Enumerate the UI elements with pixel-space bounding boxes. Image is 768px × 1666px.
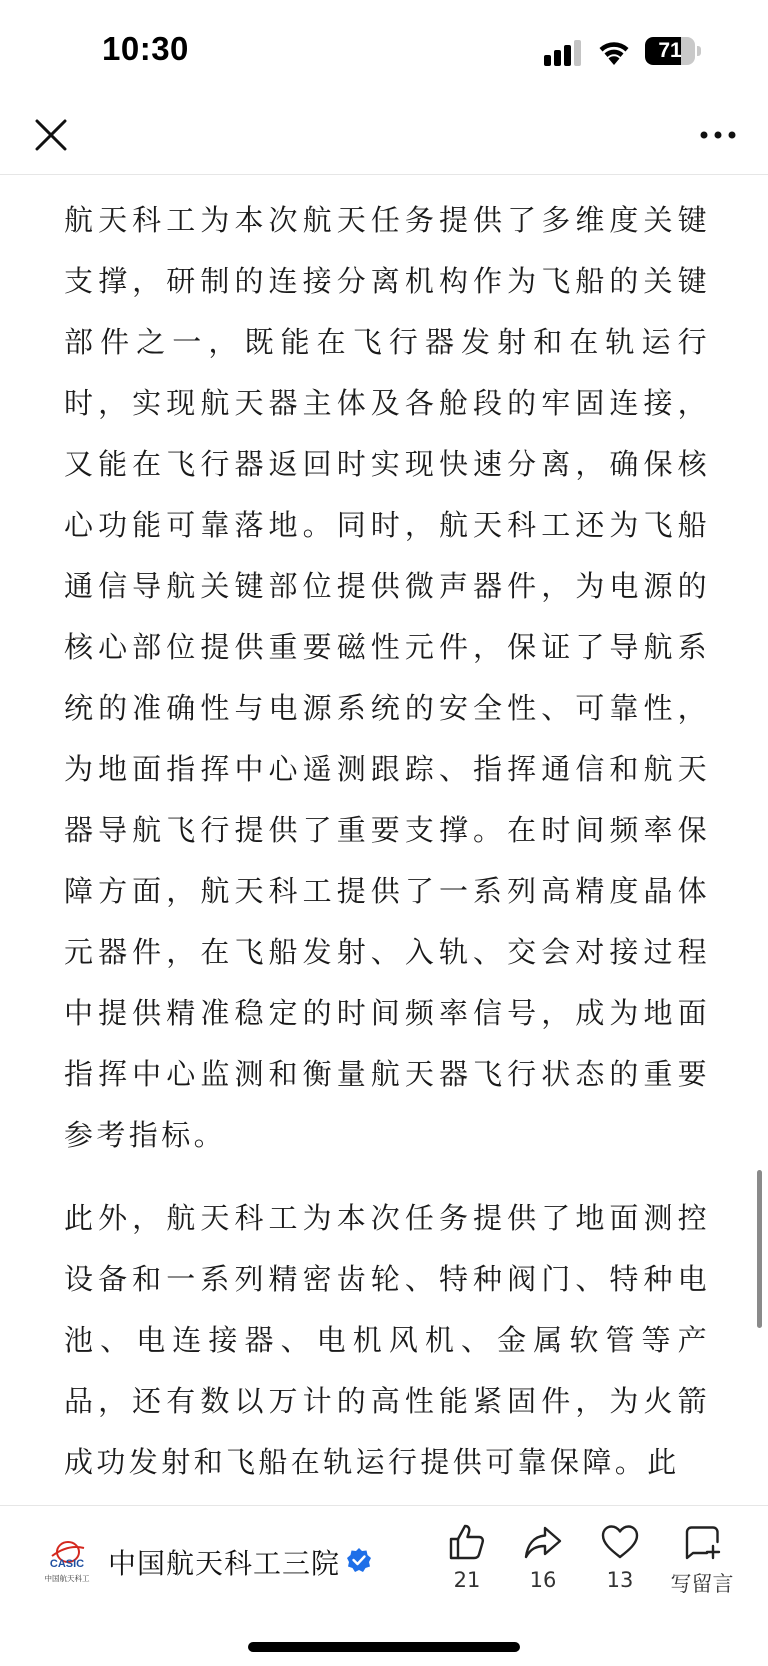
account-logo[interactable] <box>38 1536 96 1586</box>
status-time: 10:30 <box>102 30 189 67</box>
logo-text: CASIC <box>49 1558 85 1570</box>
more-horizontal-icon <box>694 118 742 152</box>
share-arrow-icon <box>523 1522 563 1562</box>
cellular-signal-icon <box>544 40 584 66</box>
close-button[interactable] <box>30 114 72 156</box>
more-options-button[interactable] <box>694 118 742 152</box>
article-paragraph: 航天科工为本次航天任务提供了多维度关键支撑，研制的连接分离机构作为飞船的关键部件之一，既能在飞行器发射和在轨运行时，实现航天器主体及各舱段的牢固连接，又能在飞行器返回时实现快速分离，确保核心功能可靠落地。同时，航天科工还为飞船通信导航关键部位提供微声器件，为电源的核心部位提供重要磁性元件，保证了导航系统的准确性与电源系统的安全性、可靠性，为地面指挥中心遥测跟踪、指挥通信和航天器导航飞行提供了重要支撑。在时间频率保障方面，航天科工提供了一系列高精度晶体元器件，在飞船发射、入轨、交会对接过程中提供精准稳定的时间频率信号，成为地面指挥中心监测和衡量航天器飞行状态的重要参考指标。 <box>64 203 710 1152</box>
article-body <box>0 175 768 1505</box>
heart-icon <box>600 1522 640 1562</box>
home-indicator <box>248 1642 520 1652</box>
battery-indicator <box>645 37 700 65</box>
verified-badge-icon <box>346 1547 372 1573</box>
like-count: 21 <box>453 1568 481 1592</box>
wifi-icon <box>596 36 632 66</box>
close-icon <box>30 114 72 156</box>
scrollbar[interactable] <box>757 1170 762 1328</box>
write-comment-label: 写留言 <box>670 1572 734 1596</box>
account-name[interactable]: 中国航天科工三院 <box>108 1547 341 1580</box>
thumbs-up-icon <box>447 1522 487 1562</box>
comment-plus-icon <box>682 1522 722 1562</box>
favorite-count: 13 <box>606 1568 634 1592</box>
nav-bar <box>0 100 768 175</box>
share-count: 16 <box>529 1568 557 1592</box>
battery-level: 71 <box>658 39 682 62</box>
write-comment-button[interactable] <box>652 1522 752 1612</box>
logo-caption: 中国航天科工 <box>44 1574 90 1583</box>
article-paragraph: 此外，航天科工为本次任务提供了地面测控设备和一系列精密齿轮、特种阀门、特种电池、电连接器、电机风机、金属软管等产品，还有数以万计的高性能紧固件，为火箭成功发射和飞船在轨运行提供可靠保障。此 <box>64 1201 710 1479</box>
status-bar <box>0 0 768 100</box>
